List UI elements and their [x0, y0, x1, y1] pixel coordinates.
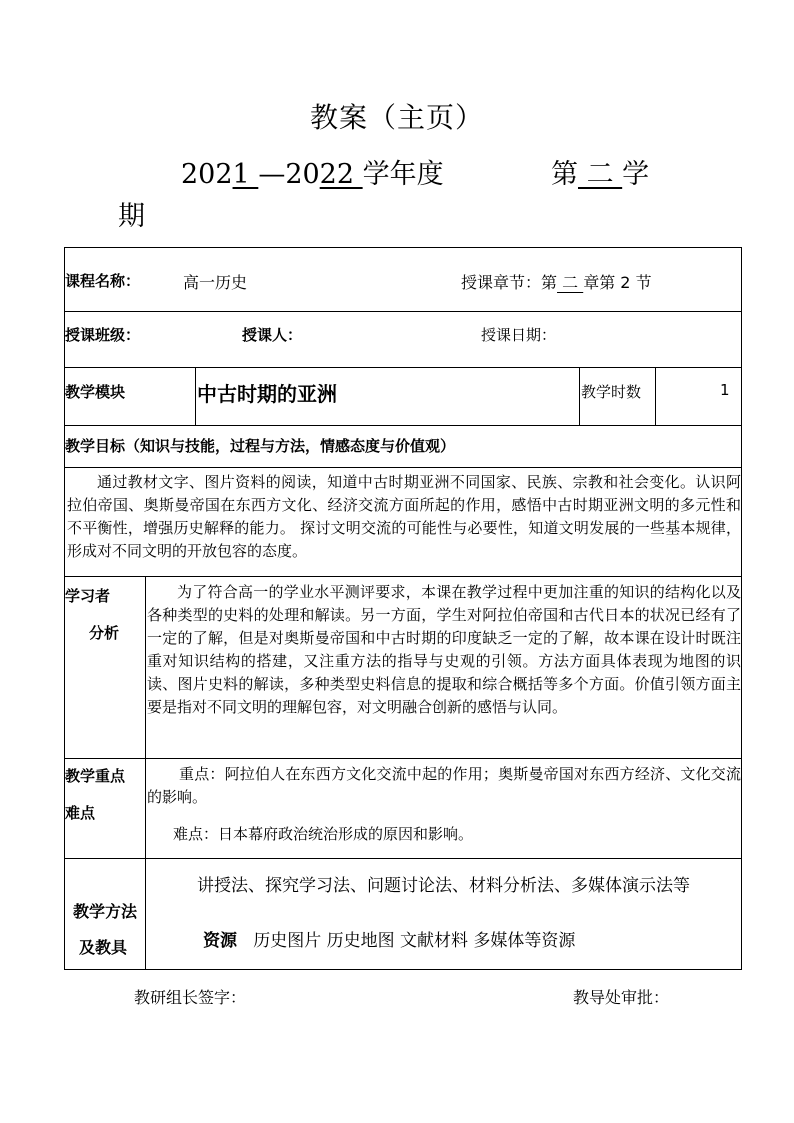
leader-signature-label: 教研组长签字： [134, 988, 247, 1007]
chapter-number: 二 [557, 273, 584, 292]
term-suffix: 学 [622, 159, 650, 190]
year-end-underlined: 22 [319, 159, 363, 190]
row-divider [65, 425, 741, 426]
module-value: 中古时期的亚洲 [197, 382, 337, 406]
goals-heading: 教学目标（知识与技能，过程与方法，情感态度与价值观） [65, 437, 456, 455]
keypoints-difficulty: 难点：日本幕府政治统治形成的原因和影响。 [173, 825, 474, 843]
learner-text: 为了符合高一的学业水平测评要求，本课在教学过程中更加注重的知识的结构化以及各种类型的史料的处理和解读。另一方面，学生对阿拉伯帝国和古代日本的状况已经有了一定的了解，但是对奥斯曼帝国和中古时期的印度缺乏一定的了解，故本课在设计时既注重对知识结构的搭建，又注重方法的指导与史观的引领。方法方面具体表现为地图的识读、图片史料的解读，多种类型史料信息的提取和综合概括等多个方面。价值引领方面主要是指对不同文明的理解包容，对文明融合创新的感悟与认同。 [147, 583, 741, 716]
methods-label-2: 及教具 [79, 938, 128, 957]
year-suffix: 学年度 [362, 159, 444, 190]
row-divider [65, 758, 741, 759]
row-divider [65, 311, 741, 312]
term-wrap: 期 [118, 201, 145, 232]
learner-label-1: 学习者 [65, 587, 111, 605]
page-title: 教案（主页） [309, 101, 484, 134]
methods-text: 讲授法、探究学习法、问题讨论法、材料分析法、多媒体演示法等 [197, 876, 690, 896]
keypoints-label-2: 难点 [65, 804, 96, 822]
row-divider [65, 858, 741, 859]
module-label: 教学模块 [65, 383, 126, 401]
resources-label: 资源 [203, 931, 237, 951]
column-divider [579, 367, 580, 425]
year-start-underlined: 1 [232, 159, 259, 190]
hours-value: 1 [720, 381, 730, 399]
column-divider [145, 576, 146, 970]
course-name-label: 课程名称： [65, 272, 141, 290]
row-divider [65, 467, 741, 468]
chapter-suffix: 章第 2 节 [583, 273, 652, 292]
resources-text: 历史图片 历史地图 文献材料 多媒体等资源 [253, 931, 576, 951]
chapter-field [461, 270, 652, 293]
class-label: 授课班级： [65, 326, 141, 344]
course-name-value: 高一历史 [183, 273, 248, 292]
term-underlined: 二 [578, 159, 623, 190]
year-separator: —20 [258, 159, 320, 190]
resources-line [203, 926, 575, 951]
chapter-prefix: 第 [541, 273, 558, 292]
column-divider [195, 367, 196, 425]
methods-label-1: 教学方法 [73, 902, 138, 921]
keypoints-label-1: 教学重点 [65, 767, 126, 785]
column-divider [655, 367, 656, 425]
row-divider [65, 367, 741, 368]
keypoints-focus: 重点：阿拉伯人在东西方文化交流中起的作用；奥斯曼帝国对东西方经济、文化交流的影响。 [147, 765, 741, 806]
year-start-prefix: 202 [181, 159, 233, 190]
learner-label-2: 分析 [89, 624, 120, 642]
term-prefix: 第 [551, 159, 578, 190]
chapter-label: 授课章节： [461, 273, 542, 292]
office-approval-label: 教导处审批： [573, 988, 670, 1007]
hours-label: 教学时数 [581, 383, 642, 401]
semester [551, 152, 649, 191]
date-label: 授课日期： [481, 326, 557, 344]
row-divider [65, 576, 741, 577]
academic-year [181, 152, 444, 191]
lesson-plan-table [64, 247, 742, 970]
goals-text: 通过教材文字、图片资料的阅读，知道中古时期亚洲不同国家、民族、宗教和社会变化。认识阿拉伯帝国、奥斯曼帝国在东西方文化、经济交流方面所起的作用，感悟中古时期亚洲文明的多元性和不平衡性，增强历史解释的能力。 探讨文明交流的可能性与必要性，知道文明发展的一些基本规律，形成对不同文明的开放包容的态度。 [67, 473, 741, 560]
teacher-label: 授课人： [242, 326, 303, 344]
